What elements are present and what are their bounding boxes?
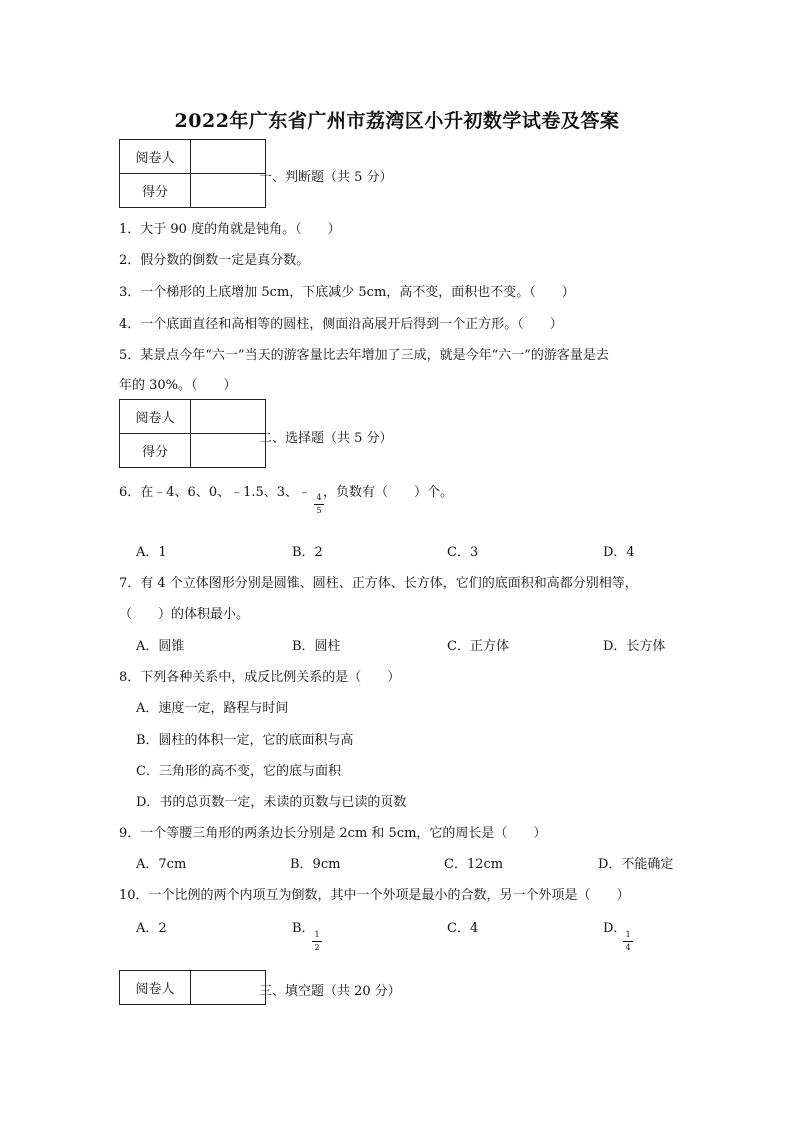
frac-numerator: 1 — [314, 930, 320, 939]
q7-option-a: A．圆锥 — [136, 639, 185, 654]
grader-cell[interactable] — [191, 140, 266, 174]
frac-numerator: 1 — [625, 930, 631, 939]
q10-option-a: A．2 — [136, 921, 167, 936]
q8-option-d: D．书的总页数一定，未读的页数与已读的页数 — [136, 795, 407, 810]
score-cell[interactable] — [191, 174, 266, 208]
q8-option-b: B．圆柱的体积一定，它的底面积与高 — [136, 733, 354, 748]
grader-cell[interactable] — [191, 400, 266, 434]
q7-stem-line2: （ ）的体积最小。 — [119, 607, 250, 622]
q6-fraction — [314, 493, 324, 516]
score-box-3 — [119, 970, 266, 1005]
q6-option-c: C．3 — [447, 545, 479, 560]
q9-option-a: A．7cm — [136, 857, 187, 872]
q6-option-a: A．1 — [136, 545, 167, 560]
q8-stem: 8．下列各种关系中，成反比例关系的是（ ） — [119, 670, 401, 685]
judge-question-3: 3．一个梯形的上底增加 5cm，下底减少 5cm，高不变，面积也不变。（ ） — [119, 285, 575, 300]
score-cell[interactable] — [191, 434, 266, 468]
q8-option-a: A．速度一定，路程与时间 — [136, 701, 289, 716]
q6-option-d: D．4 — [603, 545, 635, 560]
score-label: 得分 — [120, 174, 191, 208]
frac-denominator: 4 — [625, 943, 631, 952]
judge-question-4: 4．一个底面直径和高相等的圆柱，侧面沿高展开后得到一个正方形。（ ） — [119, 317, 563, 332]
q10-option-c: C．4 — [447, 921, 479, 936]
q10-option-d: D． — [603, 921, 627, 936]
q10-option-b-fraction — [312, 930, 322, 953]
q9-option-d: D．不能确定 — [598, 857, 674, 872]
grader-label: 阅卷人 — [120, 400, 191, 434]
judge-question-5: 5．某景点今年“六一”当天的游客量比去年增加了三成，就是今年“六一”的游客量是去 — [119, 348, 609, 363]
grader-label: 阅卷人 — [120, 140, 191, 174]
q7-option-c: C．正方体 — [447, 639, 509, 654]
q9-stem: 9．一个等腰三角形的两条边长分别是 2cm 和 5cm，它的周长是（ ） — [119, 826, 547, 841]
frac-denominator: 5 — [316, 506, 322, 515]
section-title-choice: 二、选择题（共 5 分） — [259, 431, 393, 446]
q9-option-c: C．12cm — [444, 857, 504, 872]
judge-question-1: 1．大于 90 度的角就是钝角。（ ） — [119, 222, 341, 237]
score-box-2 — [119, 399, 266, 468]
q7-option-d: D．长方体 — [603, 639, 666, 654]
q9-option-b: B．9cm — [290, 857, 341, 872]
q6-option-b: B．2 — [292, 545, 323, 560]
q6-stem-tail: ，负数有（ ）个。 — [323, 485, 454, 500]
judge-question-5-cont: 年的 30%。（ ） — [119, 378, 237, 393]
page-title: 2022年广东省广州市荔湾区小升初数学试卷及答案 — [174, 110, 620, 132]
q8-option-c: C．三角形的高不变，它的底与面积 — [136, 764, 341, 779]
q6-stem-text: 6．在﹣4、6、0、﹣1.5、3、﹣ — [119, 485, 312, 500]
q7-stem-line1: 7．有 4 个立体图形分别是圆锥、圆柱、正方体、长方体，它们的底面积和高都分别相等， — [119, 576, 638, 591]
section-title-judge: 一、判断题（共 5 分） — [259, 170, 393, 185]
frac-numerator: 4 — [316, 493, 322, 502]
judge-question-2: 2．假分数的倒数一定是真分数。 — [119, 253, 310, 268]
q7-option-b: B．圆柱 — [292, 639, 341, 654]
q10-option-d-fraction — [623, 930, 633, 953]
q10-option-b: B． — [292, 921, 315, 936]
q10-stem: 10．一个比例的两个内项互为倒数，其中一个外项是最小的合数，另一个外项是（ ） — [119, 888, 630, 903]
score-box-1 — [119, 139, 266, 208]
grader-cell[interactable] — [191, 971, 266, 1005]
section-title-fill: 三、填空题（共 20 分） — [259, 984, 401, 999]
score-label: 得分 — [120, 434, 191, 468]
frac-denominator: 2 — [314, 943, 320, 952]
q6-stem — [119, 481, 453, 500]
grader-label: 阅卷人 — [120, 971, 191, 1005]
